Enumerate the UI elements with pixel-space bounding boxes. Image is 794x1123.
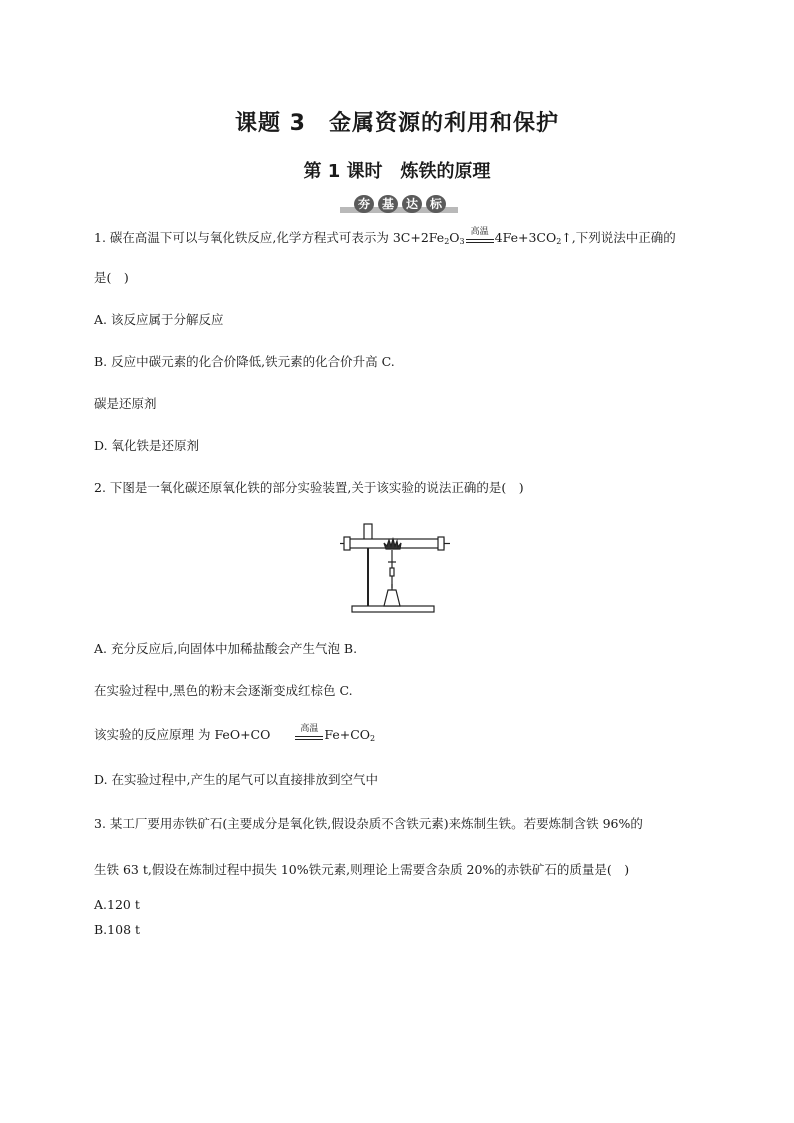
q2-option-d: D. 在实验过程中,产生的尾气可以直接排放到空气中 [94,772,378,787]
q1-sub-3: 3 [459,237,465,246]
q1-stem-prefix: 1. 碳在高温下可以与氧化铁反应,化学方程式可表示为 3C+2Fe [94,230,445,245]
q2-option-c-product: Fe+CO [324,727,371,742]
q1-option-b: B. 反应中碳元素的化合价降低,铁元素的化合价升高 C. [94,354,395,369]
q2-option-a: A. 充分反应后,向固体中加稀盐酸会产生气泡 B. [94,641,358,656]
badge-char-4: 标 [426,195,446,213]
q1-stem [94,229,676,247]
q2-equals-line-bottom [295,739,323,740]
q2-stem: 2. 下图是一氧化碳还原氧化铁的部分实验装置,关于该实验的说法正确的是( ) [94,480,524,495]
q2-option-b: 在实验过程中,黑色的粉末会逐渐变成红棕色 C. [94,683,353,698]
apparatus-base [352,606,434,612]
q3-stem-line2: 生铁 63 t,假设在炼制过程中损失 10%铁元素,则理论上需要含杂质 20%的赤铁矿石的质量是( ) [94,862,630,877]
q3-option-b: B.108 t [94,922,141,937]
q2-option-c-prefix: 该实验的反应原理 为 FeO+CO [94,727,271,742]
q1-product: 4Fe+3CO [494,230,557,245]
q1-stem-continued: 是( ) [94,270,129,285]
q1-oxygen: O [449,230,460,245]
q2-reaction-condition [294,726,324,744]
q2-equals-line-top [295,736,323,737]
q1-stem-suffix: ↑,下列说法中正确的 [561,230,676,245]
lesson-subtitle: 第 1 课时 炼铁的原理 [303,161,491,182]
right-stopper [438,537,444,550]
badge-char-2: 基 [378,195,398,213]
lamp-screw [390,568,394,576]
q1-condition-text: 高温 [470,227,489,237]
q2-co2-sub: 2 [370,734,376,743]
experiment-apparatus-diagram [340,518,450,620]
q1-option-a: A. 该反应属于分解反应 [94,312,224,327]
q1-equals-line-bottom [466,242,494,243]
q1-co2-sub: 2 [556,237,562,246]
lesson-title: 课题 3 金属资源的利用和保护 [235,111,559,136]
stand-clamp [364,524,372,540]
q2-option-c [94,726,375,744]
badge-char-3: 达 [402,195,422,213]
q3-option-a: A.120 t [94,897,140,912]
alcohol-lamp [384,590,400,606]
q3-stem-line1: 3. 某工厂要用赤铁矿石(主要成分是氧化铁,假设杂质不含铁元素)来炼制生铁。若要炼制含铁 96%的 [94,816,643,831]
q2-condition-text: 高温 [300,724,319,734]
badge-char-1: 夯 [354,195,374,213]
q1-sub-2: 2 [444,237,450,246]
q1-option-d: D. 氧化铁是还原剂 [94,438,200,453]
left-stopper [344,537,350,550]
section-badge [340,195,458,215]
q1-reaction-condition [465,229,495,247]
q1-option-c: 碳是还原剂 [94,396,157,411]
q1-equals-line-top [466,239,494,240]
